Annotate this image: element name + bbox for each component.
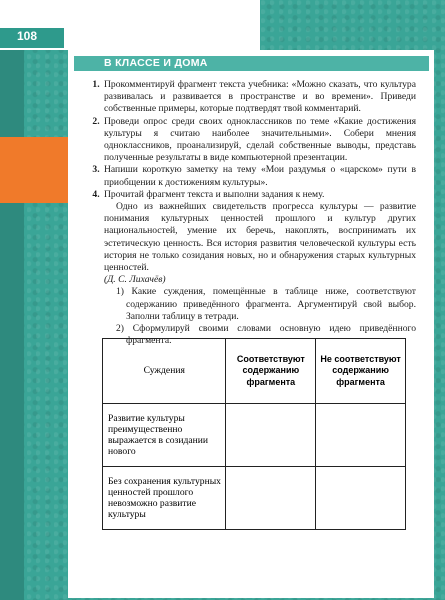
no-match-cell — [316, 467, 406, 530]
task-text: Напиши короткую заметку на тему «Мои раздумья о «царском» пути в приобщении к достижениям культуры». — [104, 164, 416, 188]
judgements-table — [102, 338, 406, 530]
match-cell — [226, 404, 316, 467]
orange-side-tab — [0, 137, 68, 203]
column-header-no-match: Не соответствуют содержанию фрагмента — [316, 339, 406, 404]
judgement-cell: Развитие культуры преимущественно выражается в созидании нового — [103, 404, 226, 467]
table-row — [103, 404, 406, 467]
task-text: Проведи опрос среди своих одноклассников по теме «Какие достижения культуры я считаю наиболее значительными». Собери мнения одноклассников, проанализируй, сделай собственные выводы, представь полученные результаты в виде компьютерной презентации. — [104, 115, 416, 164]
quote-text: Одно из важнейших свидетельств прогресса культуры — развитие понимания культурных ценностей прошлого и культур других национальностей, умение их беречь, накоплять, воспринимать их эстетическую ценность. Вся история развития человеческой культуры есть история не только созидания новых, но и обнаружения старых культурных ценностей. — [104, 201, 416, 274]
subtask-item: 2) Сформулируй своими словами основную идею приведённого фрагмента. — [116, 323, 416, 347]
column-header-judgements: Суждения — [103, 339, 226, 404]
section-header: В КЛАССЕ И ДОМА — [104, 57, 208, 69]
task-item — [102, 79, 416, 116]
match-cell — [226, 467, 316, 530]
subtask-item: 1) Какие суждения, помещённые в таблице ниже, соответствуют содержанию приведённого фрагмента. Аргументируй свой выбор. Заполни таблицу в тетради. — [116, 286, 416, 322]
task-text: Прокомментируй фрагмент текста учебника: «Можно сказать, что культура развивалась и развивается в пространстве и во времени». Приведи собственные примеры, которые подтвердят твой комментарий. — [104, 79, 416, 115]
task-item — [102, 116, 416, 165]
judgement-cell: Без сохранения культурных ценностей прошлого невозможно развитие культуры — [103, 467, 226, 530]
table-row — [103, 467, 406, 530]
task-text: Прочитай фрагмент текста и выполни задания к нему. — [104, 188, 325, 200]
task-list-container — [88, 79, 416, 347]
no-match-cell — [316, 404, 406, 467]
column-header-match: Соответствуют содержанию фрагмента — [226, 339, 316, 404]
page-number: 108 — [17, 29, 38, 43]
task-list — [88, 79, 416, 347]
task-item — [102, 164, 416, 188]
task-item — [102, 189, 416, 348]
left-margin-band — [0, 0, 24, 600]
table-header-row — [103, 339, 406, 404]
quote-author: (Д. С. Лихачёв) — [104, 274, 166, 286]
